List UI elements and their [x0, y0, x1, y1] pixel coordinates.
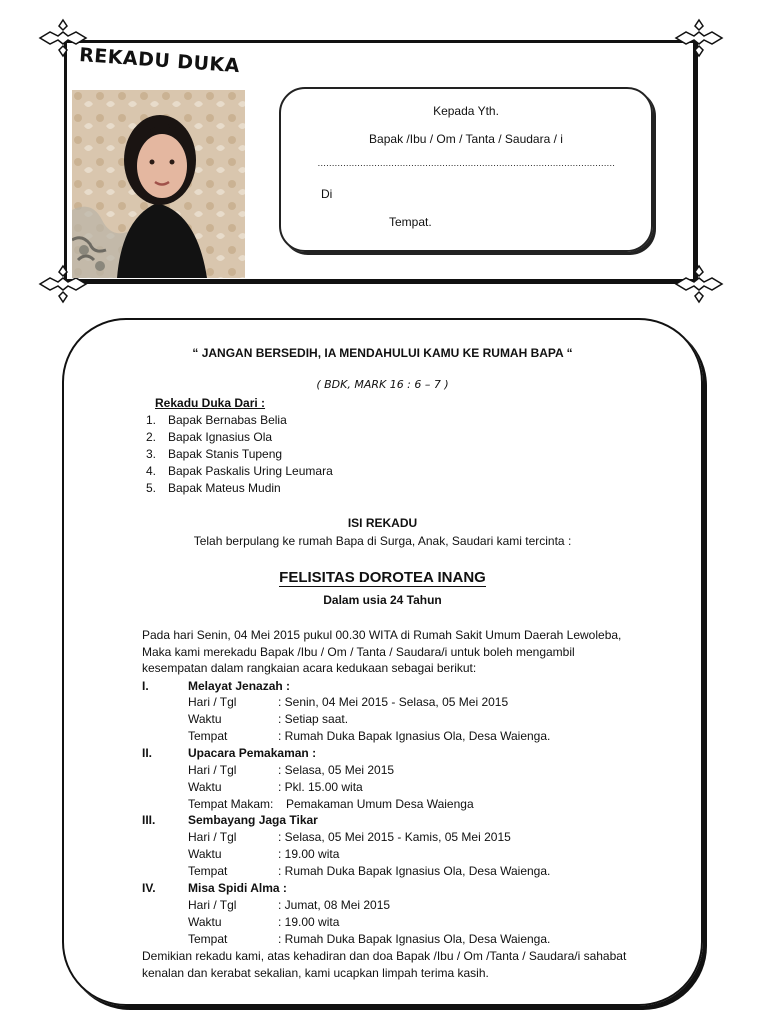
- list-number: 4.: [146, 464, 157, 478]
- closing-line: Demikian rekadu kami, atas kehadiran dan doa Bapak /Ibu / Om /Tanta / Saudara/i sahabat: [142, 949, 627, 963]
- event-value: : Jumat, 08 Mei 2015: [278, 898, 391, 912]
- event-label: Hari / Tgl: [188, 763, 237, 777]
- event-label: Tempat: [188, 729, 228, 743]
- event-label: Hari / Tgl: [188, 898, 237, 912]
- address-box: [279, 87, 653, 252]
- ornament-icon: [672, 18, 726, 58]
- event-value: : 19.00 wita: [278, 847, 340, 861]
- recipient-heading: Kepada Yth.: [433, 104, 499, 118]
- list-item: Bapak Bernabas Belia: [168, 413, 287, 427]
- page-title: REKADU DUKA: [78, 44, 241, 78]
- event-title: Melayat Jenazah :: [188, 679, 291, 693]
- event-label: Tempat: [188, 864, 228, 878]
- event-label: Waktu: [188, 712, 222, 726]
- isi-intro: Telah berpulang ke rumah Bapa di Surga, Anak, Saudari kami tercinta :: [193, 534, 572, 548]
- list-number: 1.: [146, 413, 157, 427]
- paragraph-line: Pada hari Senin, 04 Mei 2015 pukul 00.30 WITA di Rumah Sakit Umum Daerah Lewoleba,: [142, 628, 622, 642]
- list-item: Bapak Paskalis Uring Leumara: [168, 464, 333, 478]
- event-number: I.: [142, 679, 149, 693]
- closing-line: kenalan dan kerabat sekalian, kami ucapkan limpah terima kasih.: [142, 966, 489, 980]
- event-label: Tempat: [188, 932, 228, 946]
- paragraph-line: kesempatan dalam rangkaian acara kedukaan sebagai berikut:: [142, 661, 477, 675]
- event-title: Upacara Pemakaman :: [188, 746, 317, 760]
- event-label: Waktu: [188, 915, 222, 929]
- recipient-salutation: Bapak /Ibu / Om / Tanta / Saudara / i: [369, 132, 563, 146]
- list-item: Bapak Ignasius Ola: [168, 430, 273, 444]
- event-value: : Pkl. 15.00 wita: [278, 780, 363, 794]
- event-number: III.: [142, 813, 156, 827]
- list-item: Bapak Mateus Mudin: [168, 481, 281, 495]
- from-heading: Rekadu Duka Dari :: [155, 396, 266, 410]
- event-value: : 19.00 wita: [278, 915, 340, 929]
- event-number: IV.: [142, 881, 156, 895]
- event-value: : Rumah Duka Bapak Ignasius Ola, Desa Waienga.: [278, 932, 551, 946]
- recipient-di: Di: [321, 187, 333, 201]
- event-value: : Rumah Duka Bapak Ignasius Ola, Desa Waienga.: [278, 864, 551, 878]
- event-title: Misa Spidi Alma :: [188, 881, 287, 895]
- quote: “ JANGAN BERSEDIH, IA MENDAHULUI KAMU KE RUMAH BAPA “: [192, 346, 573, 360]
- deceased-age: Dalam usia 24 Tahun: [323, 593, 442, 607]
- event-label: Waktu: [188, 780, 222, 794]
- paragraph-line: Maka kami merekadu Bapak /Ibu / Om / Tanta / Saudara/i untuk boleh mengambil: [142, 645, 575, 659]
- event-label: Hari / Tgl: [188, 695, 237, 709]
- recipient-name-blank: ……………………………………………………………………………………………: [317, 158, 615, 168]
- list-number: 3.: [146, 447, 157, 461]
- event-number: II.: [142, 746, 153, 760]
- portrait-photo: [72, 90, 245, 278]
- bible-verse: ( BDK, MARK 16 : 6 – 7 ): [316, 378, 449, 391]
- event-value: : Selasa, 05 Mei 2015: [278, 763, 395, 777]
- event-value: : Senin, 04 Mei 2015 - Selasa, 05 Mei 2015: [278, 695, 509, 709]
- event-value: : Selasa, 05 Mei 2015 - Kamis, 05 Mei 2015: [278, 830, 511, 844]
- event-label: Hari / Tgl: [188, 830, 237, 844]
- event-value: : Rumah Duka Bapak Ignasius Ola, Desa Waienga.: [278, 729, 551, 743]
- event-label: Tempat Makam:: [188, 797, 274, 811]
- deceased-name-wrap: [62, 568, 703, 587]
- event-value: : Setiap saat.: [278, 712, 349, 726]
- event-label: Waktu: [188, 847, 222, 861]
- isi-heading: ISI REKADU: [347, 516, 418, 530]
- deceased-name: FELISITAS DOROTEA INANG: [279, 569, 486, 586]
- list-number: 2.: [146, 430, 157, 444]
- list-item: Bapak Stanis Tupeng: [168, 447, 283, 461]
- recipient-place: Tempat.: [389, 215, 432, 229]
- event-title: Sembayang Jaga Tikar: [188, 813, 318, 827]
- ornament-icon: [672, 264, 726, 304]
- list-number: 5.: [146, 481, 157, 495]
- event-value: Pemakaman Umum Desa Waienga: [286, 797, 474, 811]
